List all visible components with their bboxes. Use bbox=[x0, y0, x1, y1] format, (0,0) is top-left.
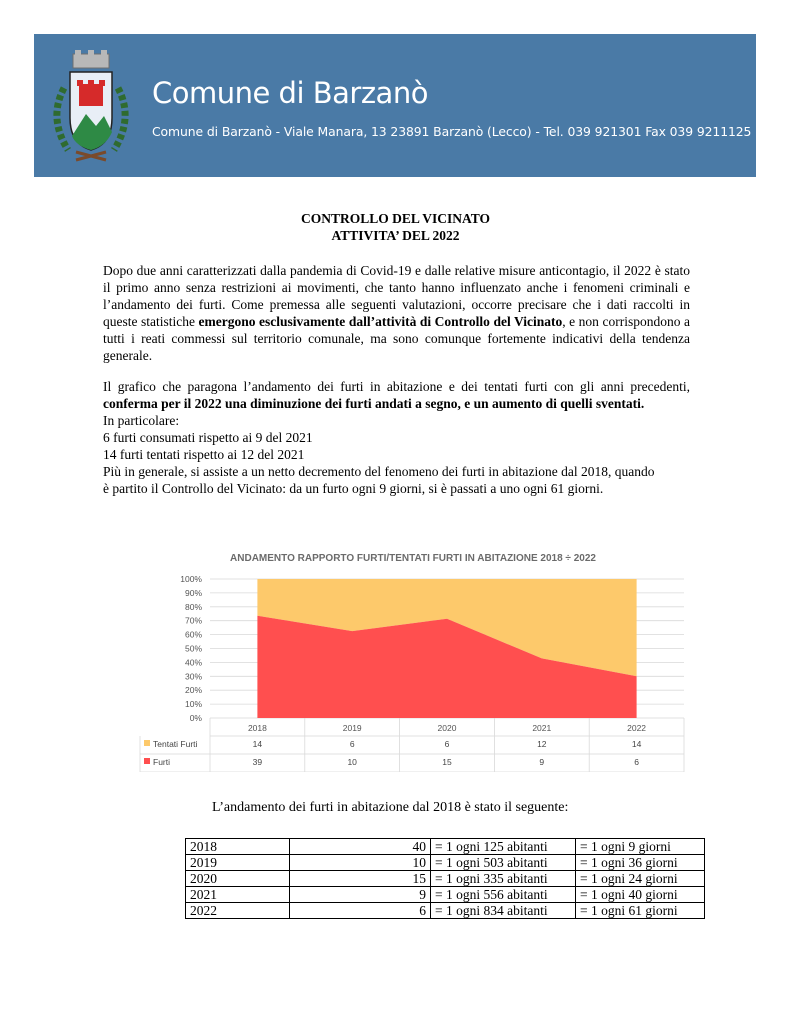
table-cell: = 1 ogni 61 giorni bbox=[576, 903, 705, 919]
stats-table bbox=[185, 838, 705, 919]
table-caption: L’andamento dei furti in abitazione dal 2018 è stato il seguente: bbox=[212, 800, 569, 815]
y-tick-label: 20% bbox=[184, 685, 202, 696]
table-cell: = 1 ogni 125 abitanti bbox=[431, 839, 576, 855]
y-tick-label: 10% bbox=[184, 699, 202, 710]
data-label: 10 bbox=[347, 757, 357, 767]
y-tick-label: 60% bbox=[184, 629, 202, 640]
chart-paragraph bbox=[103, 378, 690, 412]
doc-title-line1: CONTROLLO DEL VICINATO bbox=[300, 211, 491, 226]
y-tick-label: 100% bbox=[180, 574, 202, 584]
legend-label: Tentati Furti bbox=[153, 739, 198, 749]
data-label: 14 bbox=[631, 739, 642, 749]
table-cell: 2020 bbox=[186, 871, 290, 887]
table-cell: = 1 ogni 36 giorni bbox=[576, 855, 705, 871]
legend-label: Furti bbox=[153, 757, 170, 767]
table-cell: 10 bbox=[290, 855, 431, 871]
table-cell: 2021 bbox=[186, 887, 290, 903]
x-tick-label: 2020 bbox=[437, 723, 457, 733]
data-label: 12 bbox=[537, 739, 547, 749]
x-tick-label: 2018 bbox=[247, 723, 267, 733]
x-tick-label: 2021 bbox=[532, 723, 552, 733]
chart-text-bold: conferma per il 2022 una diminuzione dei furti andati a segno, e un aumento di quelli sventati. bbox=[103, 396, 645, 411]
data-label: 9 bbox=[539, 757, 545, 767]
legend-swatch bbox=[144, 740, 150, 746]
table-cell: = 1 ogni 556 abitanti bbox=[431, 887, 576, 903]
table-cell: 2019 bbox=[186, 855, 290, 871]
y-tick-label: 50% bbox=[184, 643, 202, 654]
line-tentati: 14 furti tentati rispetto ai 12 del 2021 bbox=[103, 447, 305, 462]
data-label: 14 bbox=[252, 739, 263, 749]
doc-title-line2: ATTIVITA’ DEL 2022 bbox=[331, 228, 460, 243]
y-tick-label: 30% bbox=[184, 671, 202, 682]
table-row bbox=[186, 871, 705, 887]
table-cell: = 1 ogni 335 abitanti bbox=[431, 871, 576, 887]
table-cell: 2022 bbox=[186, 903, 290, 919]
table-cell: 2018 bbox=[186, 839, 290, 855]
data-label: 6 bbox=[349, 739, 355, 749]
intro-text-b: , e non corrispondono a tutti i reati commessi sul territorio comunale, ma sono comunque fortemente indicativi della tendenza generale. bbox=[103, 314, 690, 363]
x-tick-label: 2019 bbox=[342, 723, 362, 733]
intro-paragraph bbox=[103, 262, 690, 364]
header-title: Comune di Barzanò bbox=[152, 76, 428, 110]
area-chart bbox=[138, 540, 688, 772]
table-cell: = 1 ogni 40 giorni bbox=[576, 887, 705, 903]
table-row bbox=[186, 839, 705, 855]
header-banner bbox=[34, 34, 756, 177]
line-generale-1: Più in generale, si assiste a un netto decremento del fenomeno dei furti in abitazione dal 2018, quando bbox=[103, 464, 655, 479]
line-particolare: In particolare: bbox=[103, 413, 180, 428]
table-cell: 9 bbox=[290, 887, 431, 903]
town-crest-logo bbox=[46, 48, 136, 166]
data-label: 15 bbox=[442, 757, 452, 767]
line-generale-2: è partito il Controllo del Vicinato: da un furto ogni 9 giorni, si è passati a uno ogni 61 giorni. bbox=[103, 481, 604, 496]
y-tick-label: 80% bbox=[184, 601, 202, 612]
table-cell: = 1 ogni 9 giorni bbox=[576, 839, 705, 855]
table-row bbox=[186, 903, 705, 919]
y-tick-label: 70% bbox=[184, 615, 202, 626]
data-label: 6 bbox=[444, 739, 450, 749]
line-consumati: 6 furti consumati rispetto ai 9 del 2021 bbox=[103, 430, 313, 445]
y-tick-label: 0% bbox=[189, 713, 202, 723]
chart-title: ANDAMENTO RAPPORTO FURTI/TENTATI FURTI IN ABITAZIONE 2018 ÷ 2022 bbox=[230, 553, 596, 564]
table-cell: 15 bbox=[290, 871, 431, 887]
y-tick-label: 40% bbox=[184, 657, 202, 668]
table-cell: = 1 ogni 834 abitanti bbox=[431, 903, 576, 919]
chart-text-a: Il grafico che paragona l’andamento dei furti in abitazione e dei tentati furti con gli anni precedenti, bbox=[103, 379, 690, 394]
intro-text-a: Dopo due anni caratterizzati dalla pandemia di Covid-19 e dalle relative misure anticontagio, il 2022 è stato il primo anno senza restrizioni ai movimenti, che tanto hanno influenzato anche i fenomeni criminali e l’andamento dei furti. Come premessa alle seguenti valutazioni, occorre precisare che i dati raccolti in queste statistiche bbox=[103, 263, 690, 329]
table-row bbox=[186, 855, 705, 871]
header-address: Comune di Barzanò - Viale Manara, 13 23891 Barzanò (Lecco) - Tel. 039 921301 Fax 039 9211125 bbox=[152, 124, 752, 139]
table-cell: 40 bbox=[290, 839, 431, 855]
x-tick-label: 2022 bbox=[627, 723, 647, 733]
intro-text-bold: emergono esclusivamente dall’attività di Controllo del Vicinato bbox=[198, 314, 563, 329]
legend-swatch bbox=[144, 758, 150, 764]
table-cell: = 1 ogni 503 abitanti bbox=[431, 855, 576, 871]
table-cell: 6 bbox=[290, 903, 431, 919]
data-label: 6 bbox=[634, 757, 639, 767]
data-label: 39 bbox=[252, 757, 263, 767]
table-cell: = 1 ogni 24 giorni bbox=[576, 871, 705, 887]
y-tick-label: 90% bbox=[184, 587, 202, 598]
table-row bbox=[186, 887, 705, 903]
